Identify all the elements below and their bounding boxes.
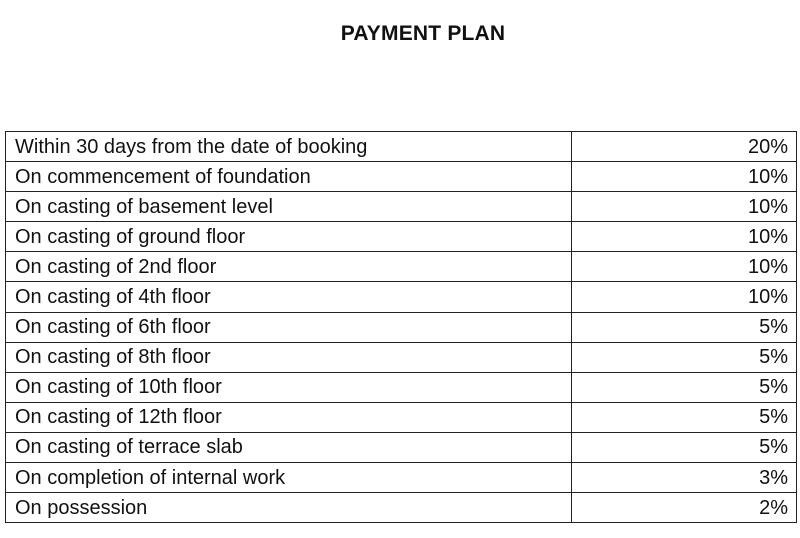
percent-cell: 20% [572,132,797,162]
percent-cell: 5% [572,372,797,402]
percent-cell: 10% [572,162,797,192]
table-row [6,372,797,402]
stage-cell: On casting of 4th floor [6,282,572,312]
payment-plan-table [5,131,797,523]
percent-cell: 3% [572,463,797,493]
table-row [6,493,797,523]
table-row [6,162,797,192]
stage-cell: Within 30 days from the date of booking [6,132,572,162]
table-row [6,222,797,252]
table-row [6,192,797,222]
percent-cell: 10% [572,192,797,222]
stage-cell: On casting of 6th floor [6,312,572,342]
table-row [6,342,797,372]
percent-cell: 5% [572,342,797,372]
stage-cell: On casting of 12th floor [6,402,572,432]
stage-cell: On casting of terrace slab [6,432,572,462]
percent-cell: 5% [572,402,797,432]
percent-cell: 10% [572,252,797,282]
stage-cell: On casting of ground floor [6,222,572,252]
table-row [6,432,797,462]
table-row [6,132,797,162]
stage-cell: On commencement of foundation [6,162,572,192]
table-row [6,312,797,342]
table-row [6,282,797,312]
stage-cell: On possession [6,493,572,523]
percent-cell: 10% [572,282,797,312]
table-row [6,252,797,282]
percent-cell: 2% [572,493,797,523]
page-title: PAYMENT PLAN [340,22,506,45]
stage-cell: On casting of 2nd floor [6,252,572,282]
table-row [6,402,797,432]
percent-cell: 5% [572,312,797,342]
percent-cell: 5% [572,432,797,462]
percent-cell: 10% [572,222,797,252]
stage-cell: On completion of internal work [6,463,572,493]
stage-cell: On casting of 10th floor [6,372,572,402]
table-row [6,463,797,493]
stage-cell: On casting of basement level [6,192,572,222]
stage-cell: On casting of 8th floor [6,342,572,372]
